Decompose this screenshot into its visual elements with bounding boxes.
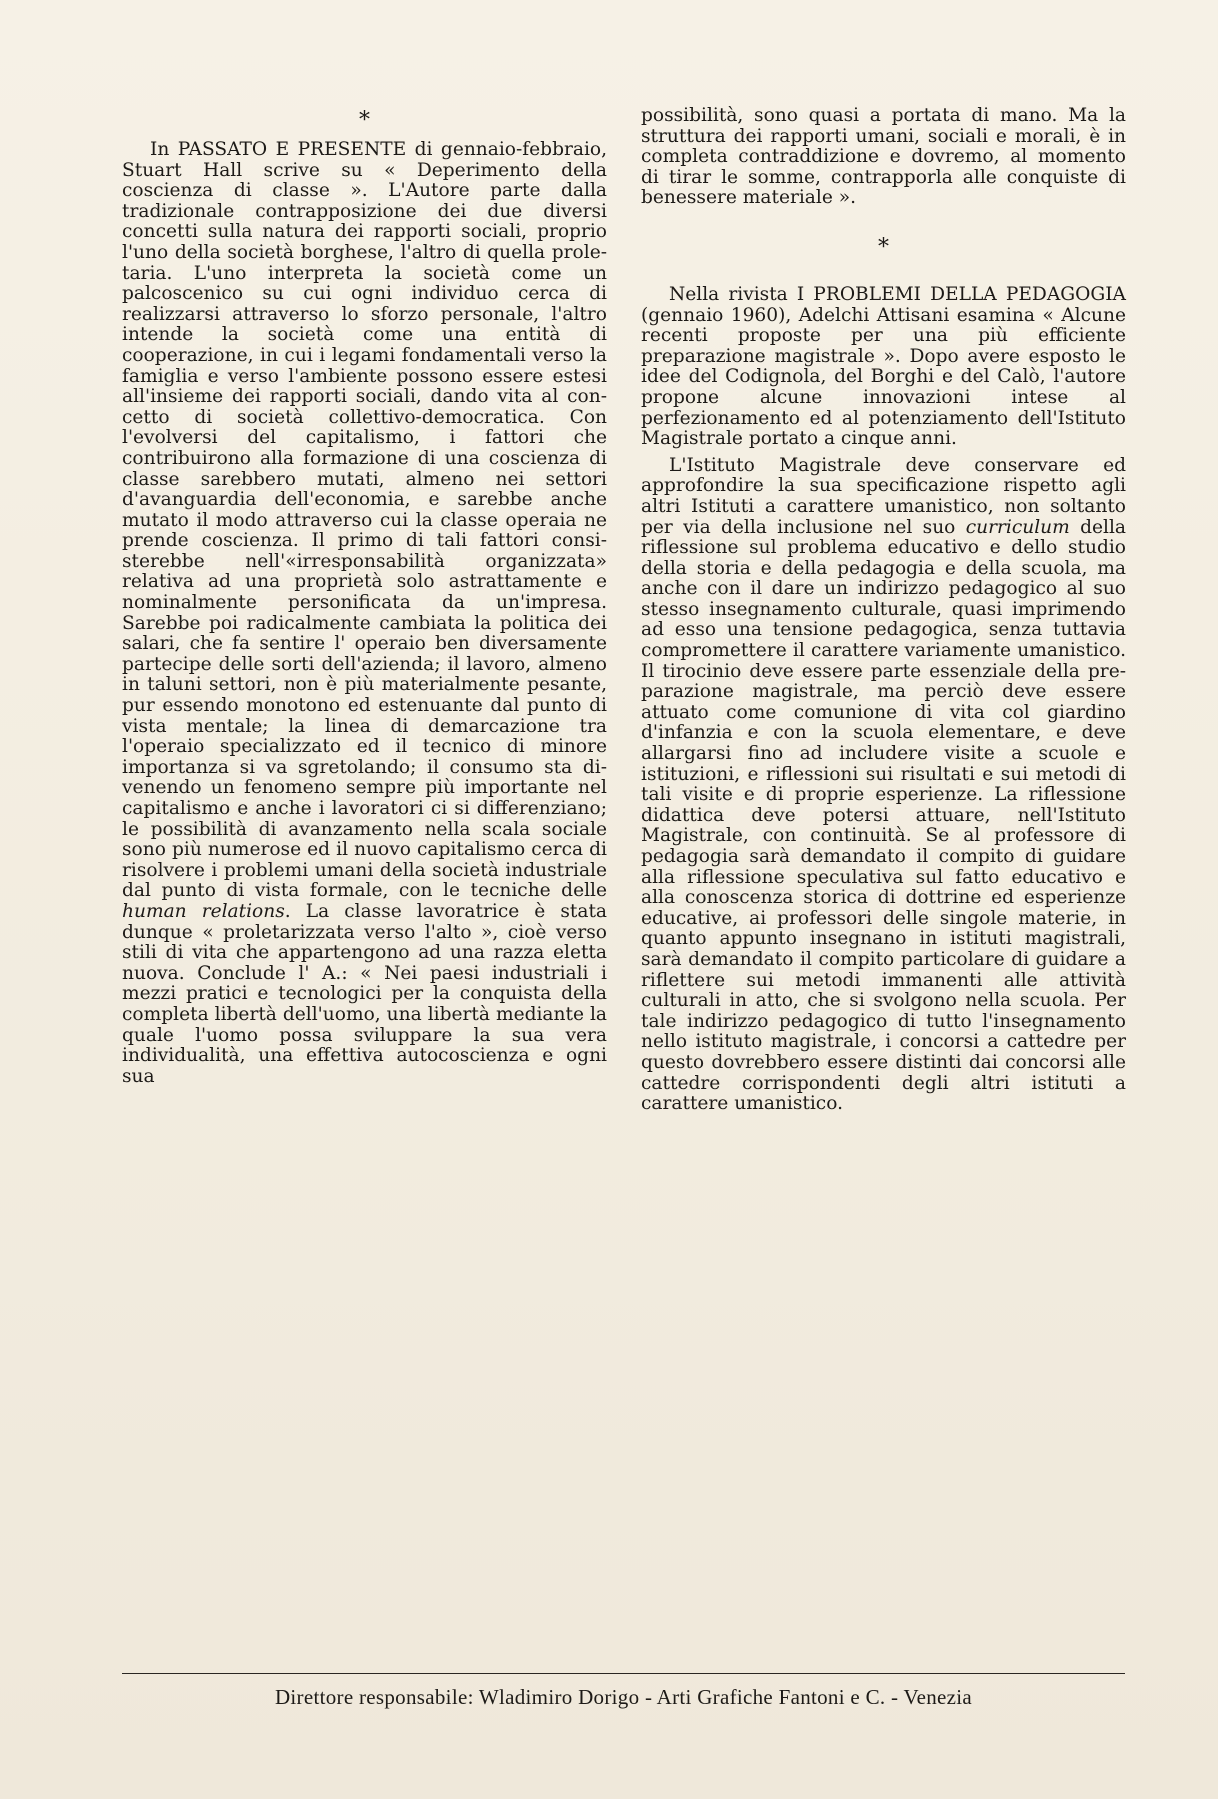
right-column [641,106,1126,1115]
left-column [122,140,607,1087]
section-asterisk-right: * [878,234,889,260]
section-asterisk-left: * [359,108,370,133]
article-hall-text-end: . La classe lavoratrice è stata dunque « proletarizzata verso l'alto », cioè verso stili di vita che appartengono ad una razza eletta nuova. Conclude l' A.: « Nei paesi industriali i mezzi pratici e tecnologici per la conquista della completa libertà dell'uomo, una libertà mediante la quale l'uomo possa sviluppare la sua vera individualità, una effettiva autocoscienza e ogni sua [122,900,608,1087]
article-attisani-paragraph-1: Nella rivista I PROBLEMI DELLA PEDAGOGIA (gennaio 1960), Adelchi Attisani esamina « Alcune recenti proposte per una più efficiente preparazione magistrale ». Dopo avere esposto le idee del Codignola, del Borghi e del Calò, l'autore propone alcune innovazioni intese al perfezionamento ed al potenziamento dell'Istituto Magistrale portato a cinque anni. [641,283,1126,450]
article-attisani-paragraph-2 [641,456,1126,1115]
italic-curriculum: curriculum [965,516,1070,538]
italic-human-relations: human relations [122,900,285,922]
footer-divider [122,1673,1125,1674]
attisani-text-end: della riflessione sul problema educativo e dello studio della storia e della pedagogia e della scuola, ma anche con il dare un indirizzo pedagogico al suo stesso insegnamento culturale, quasi imprimendo ad esso una tensione pedagogica, senza tuttavia compromettere il carattere variamente umanistico. Il tirocinio deve essere parte essenziale della preparazione magistrale, ma perciò deve essere attuato come comunione di vita col giardino d'infanzia e con la scuola elementare, e deve allargarsi fino ad includere visite a scuole e istituzioni, e riflessioni sui risultati e sui metodi di tali visite e di proprie esperienze. La riflessione didattica deve potersi attuare, nell'Istituto Magistrale, con continuità. Se al professore di pedagogia sarà demandato il compito di guidare alla riflessione speculativa sul fatto educativo e alla conoscenza storica di dottrine ed esperienze educative, ai professori delle singole materie, in quanto appunto insegnano in istituti magistrali, sarà demandato il compito particolare di guidare a riflettere sui metodi immanenti alle attività culturali in atto, che si svolgono nella scuola. Per tale indirizzo pedagogico di tutto l'insegnamento nello istituto magistrale, i concorsi a cattedre per questo dovrebbero essere distinti dai concorsi alle cattedre corrispondenti degli altri istituti a carattere umanistico. [641,516,1126,1115]
article-hall-continuation: possibilità, sono quasi a portata di mano. Ma la struttura dei rapporti umani, sociali e morali, è in completa contraddizione e dovremo, al momento di tirar le somme, contrapporla alle conquiste di benessere materiale ». [641,105,1126,209]
footer-imprint: Direttore responsabile: Wladimiro Dorigo - Arti Grafiche Fantoni e C. - Venezia [274,1685,973,1709]
article-hall-paragraph [122,140,607,1087]
article-hall-text: In PASSATO E PRESENTE di gennaio-febbraio, Stuart Hall scrive su « Deperimento della coscienza di classe ». L'Autore parte dalla tradizionale contrapposizione dei due diversi concetti sulla natura dei rapporti sociali, proprio l'uno della società borghese, l'altro di quella proletaria. L'uno interpreta la società come un palcoscenico su cui ogni individuo cerca di realizzarsi attraverso lo sforzo personale, l'altro intende la società come una entità di cooperazione, in cui i legami fondamentali verso la famiglia e verso l'ambiente possono essere estesi all'insieme dei rapporti sociali, dando vita al concetto di società collettivo-democratica. Con l'evolversi del capitalismo, i fattori che contribuirono alla formazione di una coscienza di classe sarebbero mutati, almeno nei settori d'avanguardia dell'economia, e sarebbe anche mutato il modo attraverso cui la classe operaia ne prende coscienza. Il primo di tali fattori consisterebbe nell'«irresponsabilità organizzata» relativa ad una proprietà solo astrattamente e nominalmente personificata da un'impresa. Sarebbe poi radicalmente cambiata la politica dei salari, che fa sentire l' operaio ben diversamente partecipe delle sorti dell'azienda; il lavoro, almeno in taluni settori, non è più materialmente pesante, pur essendo monotono ed estenuante dal punto di vista mentale; la linea di demarcazione tra l'operaio specializzato ed il tecnico di minore importanza si va sgretolando; il consumo sta divenendo un fenomeno sempre più importante nel capitalismo e anche i lavoratori ci si differenziano; le possibilità di avanzamento nella scala sociale sono più numerose ed il nuovo capitalismo cerca di risolvere i problemi umani della società industriale dal punto di vista formale, con le tecniche delle [122,139,607,902]
attisani-text-start: L'Istituto Magistrale deve conservare ed approfondire la sua specificazione rispetto agli altri Istituti a carattere umanistico, non soltanto per via della inclusione nel suo [641,454,1126,538]
